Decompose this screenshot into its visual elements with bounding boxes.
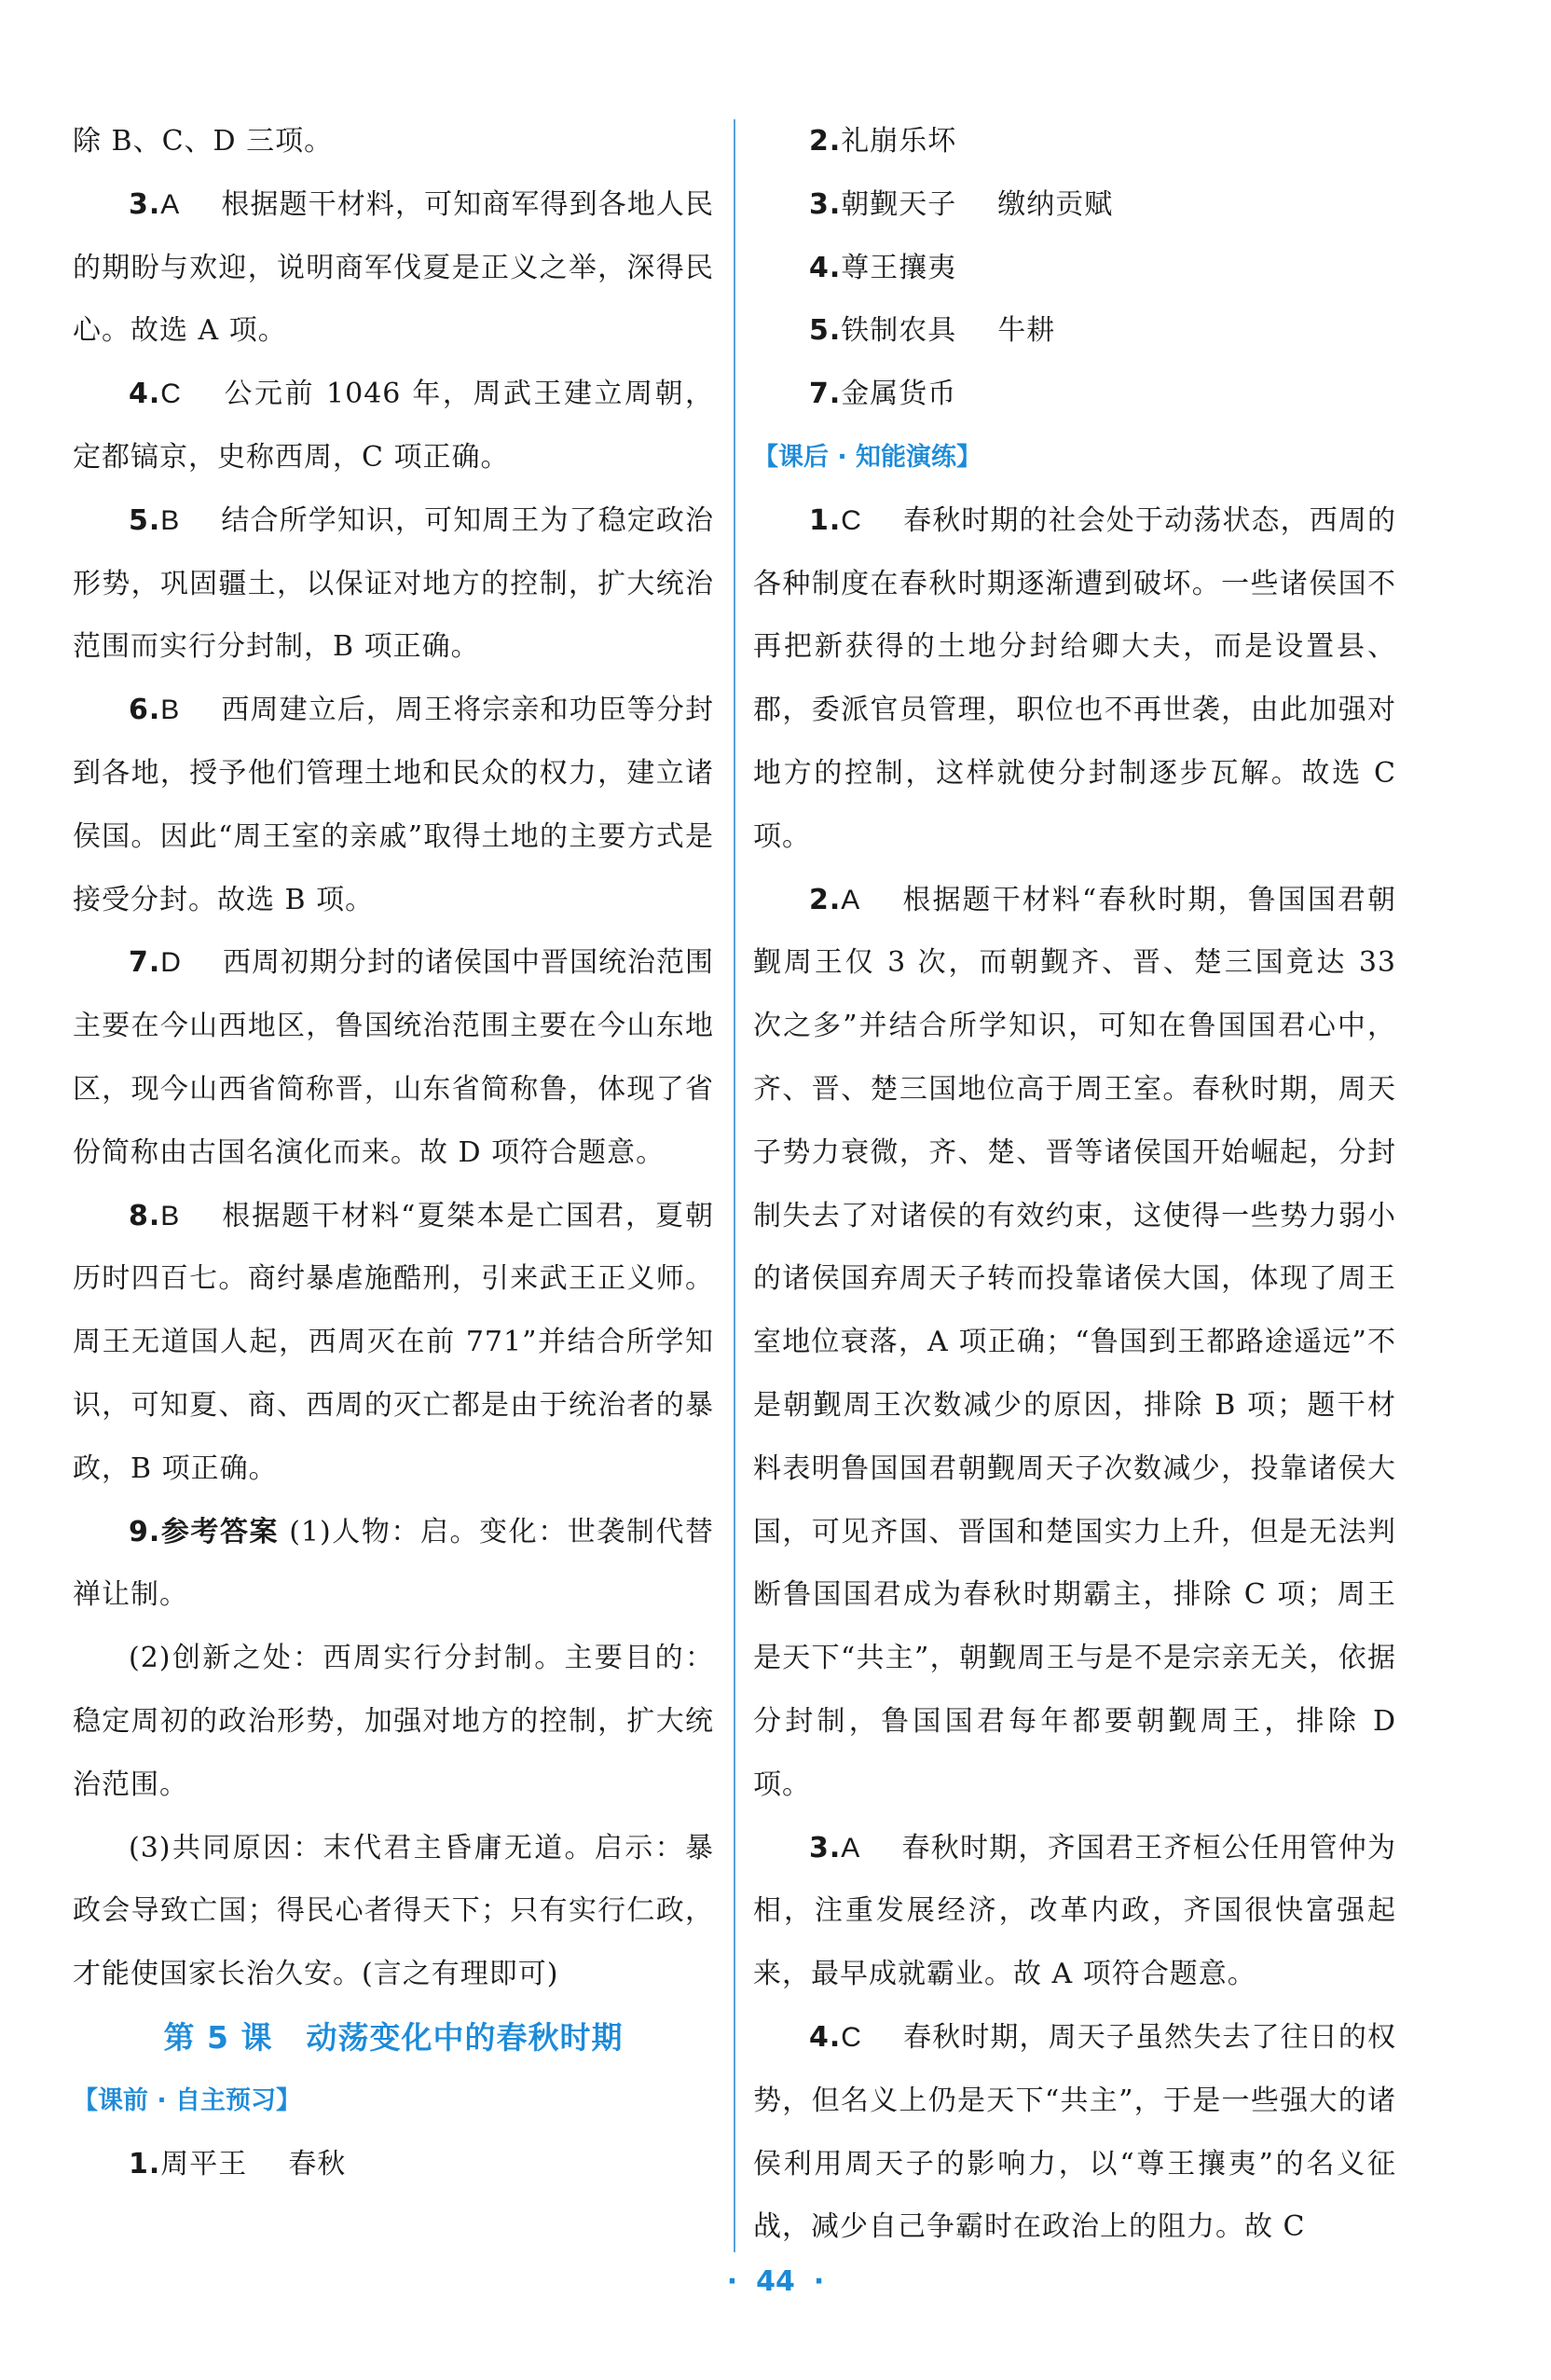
pre-answer-7: 7.金属货币: [809, 378, 957, 411]
pre-answer-3: 3.朝觐天子 缴纳贡赋: [809, 187, 1114, 221]
answer-q9-part3: (3)共同原因：末代君主昏庸无道。启示：暴政会导致亡国；得民心者得天下；只有实行仁政，才能使国家长治久安。(言之有理即可): [73, 1831, 714, 1991]
post-answer-q1: 1.C 春秋时期的社会处于动荡状态，西周的各种制度在春秋时期逐渐遭到破坏。一些诸侯国不再把新获得的土地分封给卿大夫，而是设置县、郡，委派官员管理，职位也不再世袭，由此加强对地方的控制，这样就使分封制逐步瓦解。故选 C 项。: [753, 503, 1396, 853]
answer-q4: 4.C 公元前 1046 年，周武王建立周朝，定都镐京，史称西周，C 项正确。: [73, 378, 714, 474]
answer-continuation: 除 B、C、D 三项。: [73, 125, 334, 158]
answer-q6: 6.B 西周建立后，周王将宗亲和功臣等分封到各地，授予他们管理土地和民众的权力，建立诸侯国。因此“周王室的亲戚”取得土地的主要方式是接受分封。故选 B 项。: [73, 694, 714, 916]
pre-answer-4: 4.尊王攘夷: [809, 251, 957, 284]
answer-q5: 5.B 结合所学知识，可知周王为了稳定政治形势，巩固疆土，以保证对地方的控制，扩大统治范围而实行分封制，B 项正确。: [73, 503, 714, 664]
answer-q9-part2: (2)创新之处：西周实行分封制。主要目的：稳定周初的政治形势，加强对地方的控制，扩大统治范围。: [73, 1642, 714, 1801]
column-divider: [734, 119, 735, 2252]
answer-q7: 7.D 西周初期分封的诸侯国中晋国统治范围主要在今山西地区，鲁国统治范围主要在今山东地区，现今山西省简称晋，山东省简称鲁，体现了省份简称由古国名演化而来。故 D 项符合题意。: [73, 946, 714, 1169]
left-column: [73, 110, 714, 2195]
answer-q9: 9.参考答案 (1)人物：启。变化：世袭制代替禅让制。: [73, 1515, 714, 1612]
page-number: 44: [756, 2265, 795, 2298]
page-number-footer: · 44 ·: [726, 2265, 825, 2298]
post-answer-q3: 3.A 春秋时期，齐国君王齐桓公任用管仲为相，注重发展经济，改革内政，齐国很快富强起来，最早成就霸业。故 A 项符合题意。: [753, 1831, 1396, 1991]
pre-answer-1: 1.周平王 春秋: [129, 2147, 347, 2181]
answer-q3: 3.A 根据题干材料，可知商军得到各地人民的期盼与欢迎，说明商军伐夏是正义之举，深得民心。故选 A 项。: [73, 187, 714, 348]
pre-answer-5: 5.铁制农具 牛耕: [809, 314, 1056, 348]
section-pre-class: 【课前 · 自主预习】: [73, 2085, 302, 2115]
post-answer-q2: 2.A 根据题干材料“春秋时期，鲁国国君朝觐周王仅 3 次，而朝觐齐、晋、楚三国竟达 33 次之多”并结合所学知识，可知在鲁国国君心中，齐、晋、楚三国地位高于周王室。春秋时期，周天子势力衰微，齐、楚、晋等诸侯国开始崛起，分封制失去了对诸侯的有效约束，这使得一些势力弱小的诸侯国弃周天子转而投靠诸侯大国，体现了周王室地位衰落，A 项正确；“鲁国到王都路途遥远”不是朝觐周王次数减少的原因，排除 B 项；题干材料表明鲁国国君朝觐周天子次数减少，投靠诸侯大国，可见齐国、晋国和楚国实力上升，但是无法判断鲁国国君成为春秋时期霸主，排除 C 项；周王是天下“共主”，朝觐周王与是不是宗亲无关，依据分封制，鲁国国君每年都要朝觐周王，排除 D 项。: [753, 883, 1396, 1801]
right-column: [753, 110, 1396, 2259]
section-post-class: 【课后 · 知能演练】: [753, 442, 982, 472]
post-answer-q4: 4.C 春秋时期，周天子虽然失去了往日的权势，但名义上仍是天下“共主”，于是一些强大的诸侯利用周天子的影响力，以“尊王攘夷”的名义征战，减少自己争霸时在政治上的阻力。故 C: [753, 2020, 1396, 2244]
pre-answer-2: 2.礼崩乐坏: [809, 125, 957, 158]
answer-q8: 8.B 根据题干材料“夏桀本是亡国君，夏朝历时四百七。商纣暴虐施酷刑，引来武王正义师。周王无道国人起，西周灭在前 771”并结合所学知识，可知夏、商、西周的灭亡都是由于统治者的暴政，B 项正确。: [73, 1199, 714, 1485]
lesson-title: 第 5 课 动荡变化中的春秋时期: [163, 2018, 624, 2056]
